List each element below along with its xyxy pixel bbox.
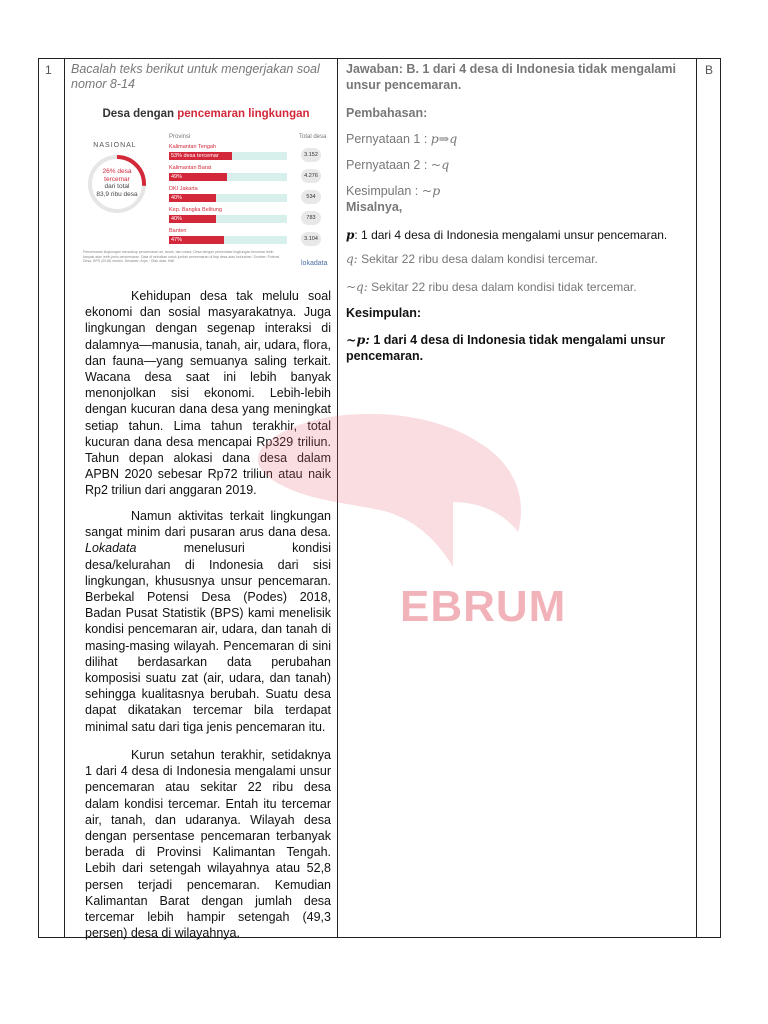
kesimpulan-2: Kesimpulan: — [346, 306, 422, 320]
pernyataan-2-expr: ~q — [430, 157, 450, 172]
bar-label: 49% — [171, 174, 183, 180]
answer-key: B — [705, 63, 714, 77]
bar-track — [169, 194, 287, 202]
infographic-footnote: Pencemaran lingkungan mencakup pencemaran air, tanah, dan udara. Desa dengan persentase lingkungan tercemar lebih banyak atau lebih jenis pencemaran. Data di sebutkan untuk jumlah pencemaran di tiap desa atau kelurahan. Sumber: Potensi Desa, BPS (2018) olahan. Desainer: Arya · Olah data: Hafi — [83, 250, 280, 263]
bar-row — [169, 207, 329, 227]
national-label: NASIONAL — [93, 142, 137, 149]
bar-row — [169, 186, 329, 206]
bar-row — [169, 165, 329, 185]
row-number: 1 — [45, 63, 52, 77]
paragraph-3-text: Kurun setahun terakhir, setidaknya 1 dari 4 desa di Indonesia mengalami unsur pencemaran atau sekitar 22 ribu desa dalam kondisi tercemar. Entah itu tercemar air, tanah, dan udaranya. Wilayah desa dengan persentase pencemaran terbanyak berada di Provinsi Kalimantan Tengah. Lebih dari setengah wilayahnya atau 52,8 persen terjadi pencemaran. Kemudian Kalimantan Barat dengan jumlah desa tercemar lebih hampir setengah (49,3 persen) desa di wilayahnya. — [85, 748, 331, 941]
pernyataan-1-expr: p⇒q — [430, 131, 458, 146]
bar-total: 534 — [301, 190, 321, 204]
lokadata-logo: lokadata — [301, 260, 328, 267]
paragraph-3 — [85, 747, 331, 941]
bar-track — [169, 152, 287, 160]
bar-province: Kalimantan Tengah — [169, 144, 216, 150]
kesimpulan-expr: ~p — [421, 183, 441, 198]
infographic-title — [77, 108, 335, 120]
p-symbol: p — [346, 228, 355, 242]
not-p-symbol: ~p: — [346, 332, 370, 347]
header-total: Total desa — [299, 134, 327, 140]
bar-row — [169, 228, 329, 248]
title-highlight: pencemaran lingkungan — [177, 108, 310, 120]
number-column — [39, 59, 65, 937]
bar-total: 3.104 — [301, 232, 321, 246]
bar-label: 40% — [171, 216, 183, 222]
bar-label: 47% — [171, 237, 183, 243]
misalnya: Misalnya, — [346, 200, 403, 214]
not-q-definition — [346, 279, 691, 295]
bar-total: 4.276 — [301, 169, 321, 183]
q-definition — [346, 251, 691, 267]
pernyataan-2 — [346, 157, 691, 173]
not-p-conclusion — [346, 332, 691, 364]
p2-italic: Lokadata — [85, 541, 137, 556]
bar-track — [169, 236, 287, 244]
bar-province: Banten — [169, 228, 187, 234]
pernyataan-2-label: Pernyataan 2 : — [346, 158, 428, 172]
key-column — [697, 59, 721, 937]
donut-percent: 26% desa — [102, 168, 132, 175]
bar-track — [169, 215, 287, 223]
bar-label: 53% desa tercemar — [171, 153, 219, 159]
donut-caption — [85, 168, 149, 198]
q-symbol: q: — [346, 252, 358, 266]
pembahasan-label: Pembahasan: — [346, 106, 428, 120]
bar-row — [169, 144, 329, 164]
paragraph-1-text: Kehidupan desa tak melulu soal ekonomi dan sosial masyarakatnya. Juga lingkungan dengan segenap interaksi di dalamnya—manusia, tanah, air, udara, flora, dan fauna—yang semuanya saling terkait. Wacana desa saat ini lebih banyak menonjolkan sisi ekonomi. Lebih-lebih dengan kucuran dana desa yang meningkat setiap tahun. Lima tahun terakhir, total kucuran dana desa mencapai Rp329 triliun. Tahun depan alokasi dana desa dalam APBN 2020 sebesar Rp72 triliun atau naik Rp2 triliun dari anggaran 2019. — [85, 289, 331, 498]
header-province: Provinsi — [169, 134, 191, 140]
watermark-text: EBRUM — [400, 582, 567, 631]
watermark-logo-icon — [248, 402, 538, 572]
q-def: Sekitar 22 ribu desa dalam kondisi tercemar. — [361, 252, 598, 266]
bar-province: DKI Jakarta — [169, 186, 198, 192]
bar-label: 40% — [171, 195, 183, 201]
not-p-def: 1 dari 4 desa di Indonesia tidak mengalami unsur pencemaran. — [346, 333, 666, 363]
p-def: : 1 dari 4 desa di Indonesia mengalami unsur pencemaran. — [354, 228, 668, 242]
kesimpulan-label: Kesimpulan : — [346, 184, 419, 198]
p-definition — [346, 227, 691, 243]
not-q-def: Sekitar 22 ribu desa dalam kondisi tidak tercemar. — [371, 280, 637, 294]
bar-province: Kalimantan Barat — [169, 165, 212, 171]
kesimpulan — [346, 183, 691, 199]
donut-line4: 83,9 ribu desa — [96, 190, 138, 198]
not-q-symbol: ~q: — [346, 280, 368, 294]
pernyataan-1 — [346, 131, 691, 147]
instruction-text: Bacalah teks berikut untuk mengerjakan soal nomor 8-14 — [71, 62, 320, 91]
bar-province: Kep. Bangka Belitung — [169, 207, 222, 213]
title-prefix: Desa dengan — [102, 108, 175, 120]
donut-line2: tercemar — [104, 175, 130, 183]
donut-line3: dari total — [104, 183, 130, 190]
pernyataan-1-label: Pernyataan 1 : — [346, 132, 428, 146]
bar-total: 3.152 — [301, 148, 321, 162]
bar-track — [169, 173, 287, 181]
p2-start: Namun aktivitas terkait lingkungan sangat minim dari pusaran arus dana desa. — [85, 509, 331, 540]
p2-end: menelusuri kondisi desa/kelurahan di Indonesia dari sisi lingkungan, khususnya unsur pencemaran. Berbekal Potensi Desa (Podes) 2018, Badan Pusat Statistik (BPS) kami menelisik kondisi pencemaran air, udara, dan tanah di masing-masing wilayah. Pencemaran di sini dilihat berdasarkan data perubahan komposisi suatu zat (air, udara, dan tanah) sehingga kualitasnya berubah. Suatu desa dapat dikatakan tercemar bila terdapat minimal satu dari tiga jenis pencemaran itu. — [85, 541, 331, 734]
jawaban: Jawaban: B. 1 dari 4 desa di Indonesia tidak mengalami unsur pencemaran. — [346, 62, 676, 92]
bar-total: 783 — [301, 211, 321, 225]
infographic — [77, 104, 335, 272]
